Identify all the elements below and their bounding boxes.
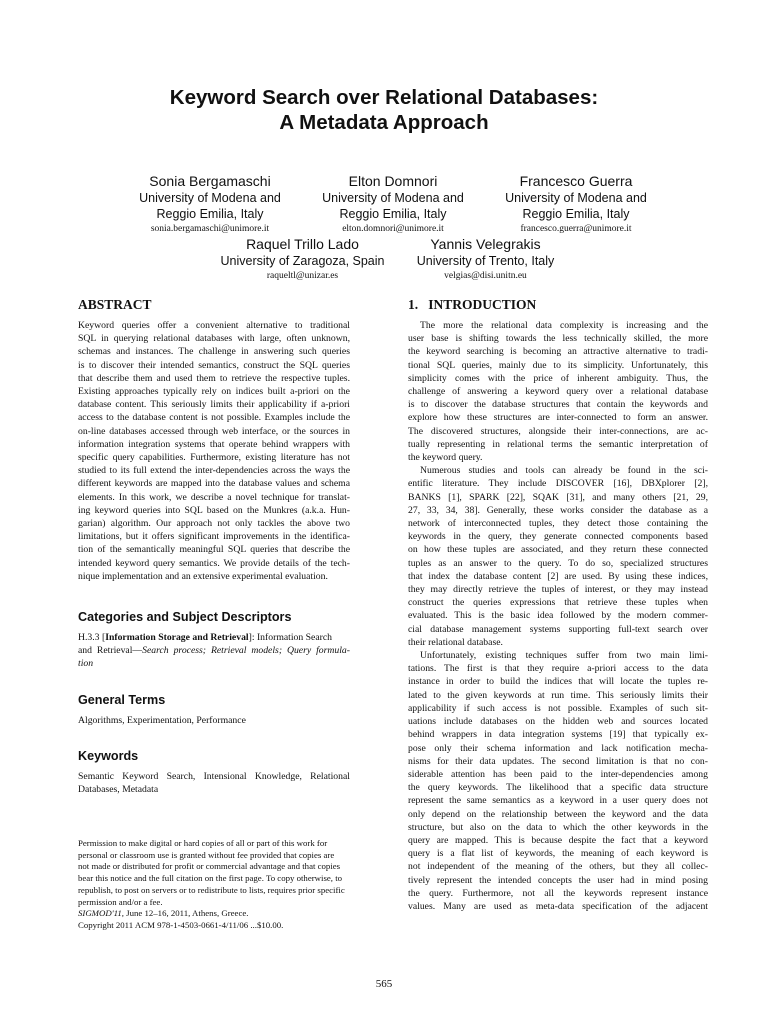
permission-notice (78, 838, 350, 932)
abstract-line: specific query capabilities. Furthermore, existing literature has not (78, 452, 350, 464)
author-affiliation: University of Modena and (505, 191, 647, 205)
intro-line: keywords in the query, they generate connected components based (408, 531, 708, 543)
intro-line: query are mapped. This is because despite the fact that a keyword (408, 834, 708, 846)
conference-name: SIGMOD'11, (78, 908, 124, 919)
intro-line: entific literature. They include DISCOVER [16], DBXplorer [2], (408, 478, 708, 490)
abstract-line: that describe them and used them to retrieve the respective tuples. (78, 372, 350, 384)
intro-line: their relational database. (408, 636, 503, 648)
abstract-line: schemas and instances. The challenge in answering such queries (78, 346, 350, 358)
permission-line: not made or distributed for profit or commercial advantage and that copies (78, 861, 341, 872)
categories-line: tion (78, 658, 94, 670)
intro-line: the keyword query. (408, 452, 483, 464)
keywords-section (78, 748, 350, 796)
intro-line: nisms for their data updates. The second limitation is that no con- (408, 755, 708, 767)
category-code: H.3.3 [ (78, 632, 106, 643)
intro-line: siderable attention has been paid to the inter-dependencies among (408, 768, 708, 780)
author-affiliation: Reggio Emilia, Italy (156, 207, 264, 221)
abstract-line: nique implementation and an extensive experimental evaluation. (78, 570, 328, 582)
intro-line: explore how these structures are inter-connected to form an answer. (408, 412, 708, 424)
category-sub: ]: Information Search (248, 632, 332, 643)
left-column (78, 297, 350, 583)
intro-line: is to discover the database structures that contain the keywords and (408, 399, 708, 411)
author-affiliation: University of Modena and (139, 191, 281, 205)
page-number: 565 (375, 978, 393, 990)
general-terms-section (78, 692, 350, 727)
author-email: elton.domnori@unimore.it (342, 224, 444, 234)
abstract-line: tion of the semantically meaningful SQL queries that describe the (78, 544, 350, 556)
permission-line: republish, to post on servers or to redistribute to lists, requires prior specific (78, 884, 345, 895)
intro-line: Unfortunately, existing techniques suffer from two main limi- (420, 650, 708, 662)
intro-line: structure, but also on the data to which the other keywords in the (408, 821, 708, 833)
abstract-line: different keywords are mapped into the database values and schema (78, 478, 350, 490)
intro-line: BANKS [1], SPARK [22], SQAK [31], and many others [21, 29, (408, 491, 708, 503)
introduction-heading: 1. INTRODUCTION (408, 297, 537, 312)
intro-line: tively represent the intended concepts the user had in mind posing (408, 874, 708, 886)
abstract-line: SQL in querying relational databases with large, often unknown, (78, 333, 350, 345)
intro-line: tuples as an answer to the query. To do so, specialized structures (408, 557, 708, 569)
intro-line: they may directly retrieve the tuples of interest, or they may instead (408, 584, 708, 596)
author-name: Yannis Velegrakis (430, 236, 541, 252)
author-affiliation: Reggio Emilia, Italy (339, 207, 447, 221)
abstract-body (78, 319, 350, 583)
title-line-1: Keyword Search over Relational Databases: (169, 86, 599, 109)
intro-line: the query keywords. The likelihood that a specific data structure (408, 782, 708, 794)
abstract-heading: ABSTRACT (78, 297, 152, 312)
abstract-line: Keyword queries offer a convenient alternative to traditional (78, 320, 350, 331)
conference-details: June 12–16, 2011, Athens, Greece. (123, 908, 249, 919)
author-block (210, 236, 395, 283)
intro-line: Numerous studies and tools can already be found in the sci- (420, 465, 708, 477)
conference-line (78, 908, 350, 920)
keywords-line: Databases, Metadata (78, 784, 159, 796)
author-block (486, 173, 666, 236)
abstract-line: database content. This seriously limits their applicability if a-priori (78, 399, 350, 411)
paper-title (0, 85, 768, 135)
intro-line: tional SQL queries, mainly due to its simplicity. Unfortunately, this (408, 359, 708, 371)
author-affiliation: University of Trento, Italy (416, 254, 555, 268)
intro-paragraph-1 (408, 319, 708, 464)
abstract-line: on-line databases accessed through web interface, or the sources in (78, 425, 350, 437)
intro-line: applicability if such access is not possible. Examples of such sit- (408, 702, 708, 714)
intro-line: The more the relational data complexity is increasing and the (420, 320, 708, 331)
intro-line: tations. The first is that they require a-priori access to the data (408, 663, 708, 675)
author-affiliation: University of Zaragoza, Spain (220, 254, 385, 268)
abstract-line: ing keyword queries into SQL based on the Munkres (a.k.a. Hun- (78, 504, 350, 516)
author-block (120, 173, 300, 236)
intro-line: 27, 33, 34, 38]. Generally, these works consider the database as a (408, 504, 708, 516)
author-affiliation: University of Modena and (322, 191, 464, 205)
author-email: sonia.bergamaschi@unimore.it (150, 224, 270, 234)
categories-line (78, 631, 350, 644)
general-terms-heading: General Terms (78, 693, 166, 707)
intro-line: the keyword searching is becoming an attractive alternative to tradi- (408, 346, 708, 358)
permission-line: permission and/or a fee. (78, 896, 163, 907)
intro-line: only depend on the relationship between the keyword and the data (408, 808, 708, 820)
intro-line: cial database management systems supporting full-text search over (408, 623, 708, 635)
abstract-line: access to the database content is not possible. Examples include the (78, 412, 350, 424)
abstract-line: Existing approaches typically rely on indices built a-priori on the (78, 386, 350, 398)
abstract-line: elements. In this work, we describe a novel technique for translat- (78, 491, 350, 503)
copyright-line: Copyright 2011 ACM 978-1-4503-0661-4/11/06 ...$10.00. (78, 919, 284, 930)
intro-line: challenge of answering a keyword query over a relational database (408, 386, 708, 398)
title-line-2: A Metadata Approach (279, 111, 489, 134)
general-terms-text: Algorithms, Experimentation, Performance (78, 715, 246, 726)
abstract-line: limitations, but it offers significant improvements in the identifica- (78, 531, 350, 543)
intro-paragraph-3 (408, 649, 708, 913)
intro-line: the query. Furthermore, not all the keywords represent instance (408, 887, 708, 899)
categories-heading: Categories and Subject Descriptors (78, 610, 292, 624)
intro-line: behind wrappers in data integration systems [19] that typically ex- (408, 729, 708, 741)
author-block (393, 236, 578, 283)
author-name: Elton Domnori (348, 173, 438, 189)
intro-line: query is a flat list of keywords, the meaning of each keyword is (408, 848, 708, 860)
intro-line: user base is shifting towards the less technically skilled, the more (408, 333, 708, 345)
right-column (408, 297, 708, 913)
abstract-line: information integration systems that operate behind wrappers with (78, 438, 350, 450)
category-sub: and Retrieval— (78, 645, 143, 657)
keywords-heading: Keywords (78, 749, 139, 763)
keywords-line: Semantic Keyword Search, Intensional Knowledge, Relational (78, 771, 350, 782)
author-email: velgias@disi.unitn.eu (444, 271, 527, 281)
intro-line: values. Many are used as meta-data specification of the adjacent (408, 900, 708, 912)
intro-line: network of interconnected tuples, they detect those containing the (408, 518, 708, 530)
intro-line: that index the database content [2] are used. By using these indices, (408, 570, 708, 582)
category-descriptors: Search process; Retrieval models; Query formula- (142, 645, 350, 657)
abstract-line: studied to its full extend the inter-dependencies across the ways the (78, 465, 350, 477)
intro-line: construct the queries expressions that retrieve these tuples when (408, 597, 708, 609)
intro-line: not independent of the meaning of the others, but they all collec- (408, 861, 708, 873)
intro-line: represent the same semantics as a keyword in a user query does not (408, 795, 708, 807)
intro-line: lated to the given keywords at run time. This seriously limits their (408, 689, 708, 701)
categories-section (78, 609, 350, 671)
intro-line: pose only their schema information and lack notification mecha- (408, 742, 708, 754)
intro-paragraph-2 (408, 464, 708, 649)
author-email: raqueltl@unizar.es (266, 271, 339, 281)
intro-line: instance in order to build the indices that will locate the tuples re- (408, 676, 708, 688)
permission-line: personal or classroom use is granted without fee provided that copies are (78, 849, 335, 860)
author-block (303, 173, 483, 236)
author-name: Sonia Bergamaschi (149, 173, 271, 189)
intro-line: simplicity comes with the price of inherent ambiguity. Thus, the (408, 372, 708, 384)
intro-line: tually representing in relational terms the semantic interpretation of (408, 438, 708, 450)
category-title: Information Storage and Retrieval (105, 632, 249, 643)
author-name: Francesco Guerra (519, 173, 633, 189)
permission-line: Permission to make digital or hard copies of all or part of this work for (78, 838, 328, 848)
abstract-line: garian) algorithm. Our approach not only tackles the above two (78, 518, 350, 530)
intro-line: The discovered structures, alongside their inter-connections, are ac- (408, 425, 708, 437)
author-email: francesco.guerra@unimore.it (520, 224, 632, 234)
intro-line: uations include databases on the hidden web and sources located (408, 716, 708, 728)
author-name: Raquel Trillo Lado (246, 236, 359, 252)
intro-line: on how these tuples are associated, and they return these connected (408, 544, 708, 556)
intro-line: evaluated. This is the basic idea followed by the modern commer- (408, 610, 708, 622)
permission-line: bear this notice and the full citation on the first page. To copy otherwise, to (78, 873, 343, 884)
abstract-line: intended keyword query semantics. We provide details of the tech- (78, 557, 350, 569)
categories-line (78, 644, 350, 657)
abstract-line: is to discover their intended semantics, construct the SQL queries (78, 359, 350, 371)
author-affiliation: Reggio Emilia, Italy (522, 207, 630, 221)
